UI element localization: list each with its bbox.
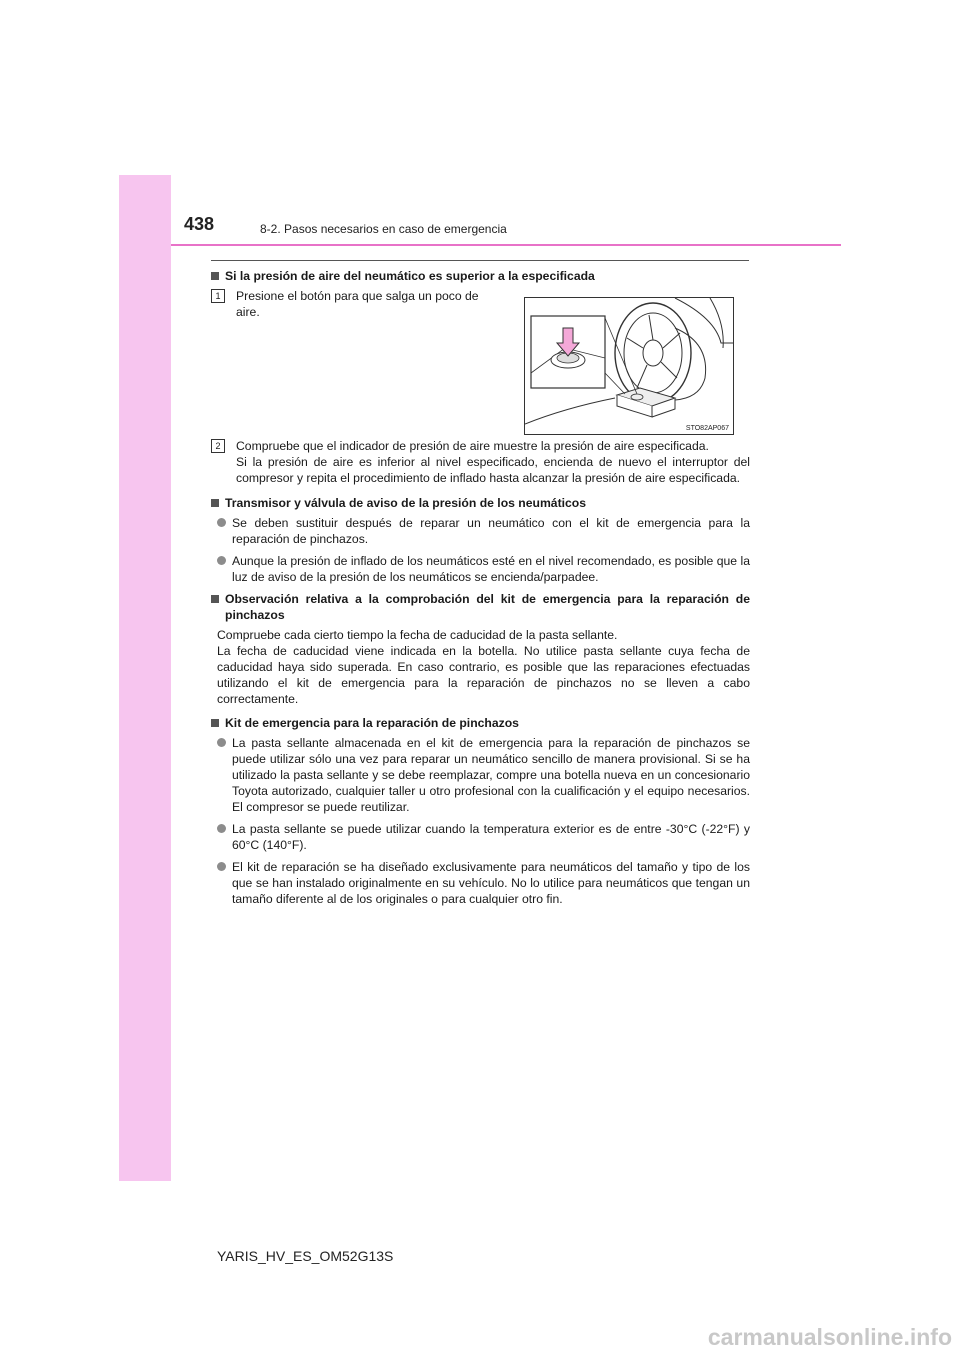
circle-bullet-icon — [217, 824, 226, 833]
step-2 — [211, 438, 750, 486]
step-number: 1 — [211, 289, 225, 303]
list-item — [217, 821, 750, 853]
square-bullet-icon — [211, 595, 219, 603]
list-item-text: Aunque la presión de inflado de los neumáticos esté en el nivel recomendado, es posible que la luz de aviso de la presión de los neumáticos se encienda/parpadee. — [232, 554, 750, 584]
list-item-text: El kit de reparación se ha diseñado exclusivamente para neumáticos del tamaño y tipo de los que se han instalado originalmente en su vehículo. No lo utilice para neumáticos que tengan un tamaño diferente al de los originales o para cualquier otro fin. — [232, 860, 750, 906]
paragraph: La fecha de caducidad viene indicada en la botella. No utilice pasta sellante cuya fecha de caducidad haya sido superada. En caso contrario, es posible que las reparaciones efectuadas utilizando el kit de emergencia para la reparación de pinchazos no se lleven a cabo correctamente. — [217, 644, 750, 706]
tire-compressor-drawing — [525, 298, 733, 434]
list-item — [217, 553, 750, 585]
step-text: Compruebe que el indicador de presión de aire muestre la presión de aire especificada. — [236, 439, 709, 453]
list-item-text: La pasta sellante se puede utilizar cuando la temperatura exterior es de entre -30°C (-22°F) y 60°C (140°F). — [232, 822, 750, 852]
step-text: Si la presión de aire es inferior al nivel especificado, encienda de nuevo el interruptor del compresor y repita el procedimiento de inflado hasta alcanzar la presión de aire especificada. — [236, 455, 750, 485]
paragraph: Compruebe cada cierto tiempo la fecha de caducidad de la pasta sellante. — [217, 628, 618, 642]
heading-text: Transmisor y válvula de aviso de la presión de los neumáticos — [225, 496, 587, 510]
heading-text: Kit de emergencia para la reparación de pinchazos — [225, 716, 519, 730]
content-top-rule — [211, 260, 749, 261]
square-bullet-icon — [211, 272, 219, 280]
heading-text: Si la presión de aire del neumático es superior a la especificada — [225, 269, 595, 283]
circle-bullet-icon — [217, 738, 226, 747]
square-bullet-icon — [211, 499, 219, 507]
circle-bullet-icon — [217, 862, 226, 871]
step-1 — [211, 288, 501, 320]
section-heading-kit-check — [211, 591, 750, 623]
section-heading-transmitter — [211, 495, 750, 511]
section-heading-high-pressure — [211, 268, 750, 284]
heading-text: Observación relativa a la comprobación del kit de emergencia para la reparación de pinchazos — [225, 592, 750, 622]
document-code: YARIS_HV_ES_OM52G13S — [217, 1248, 394, 1264]
section-title: 8-2. Pasos necesarios en caso de emergencia — [260, 222, 507, 236]
header-rule — [171, 244, 841, 246]
circle-bullet-icon — [217, 518, 226, 527]
list-item — [217, 515, 750, 547]
circle-bullet-icon — [217, 556, 226, 565]
figure-caption: STO82AP067 — [685, 425, 729, 432]
step-text: Presione el botón para que salga un poco de aire. — [236, 289, 479, 319]
list-item-text: Se deben sustituir después de reparar un neumático con el kit de emergencia para la reparación de pinchazos. — [232, 516, 750, 546]
side-color-band — [119, 175, 171, 1181]
compressor-illustration — [524, 297, 734, 435]
page-number: 438 — [184, 214, 215, 234]
list-item-text: La pasta sellante almacenada en el kit de emergencia para la reparación de pinchazos se puede utilizar sólo una vez para reparar un neumático sencillo de manera provisional. Si se ha utilizado la pasta sellante y se debe reemplazar, compre una botella nueva en un concesionario Toyota autorizado, cualquier taller u otro profesional con la cualificación y el equipo necesarios. El compresor se puede reutilizar. — [232, 736, 750, 814]
step-number: 2 — [211, 439, 225, 453]
section-heading-repair-kit — [211, 715, 750, 731]
list-item — [217, 859, 750, 907]
watermark: carmanualsonline.info — [707, 1324, 952, 1350]
list-item — [217, 735, 750, 815]
square-bullet-icon — [211, 719, 219, 727]
